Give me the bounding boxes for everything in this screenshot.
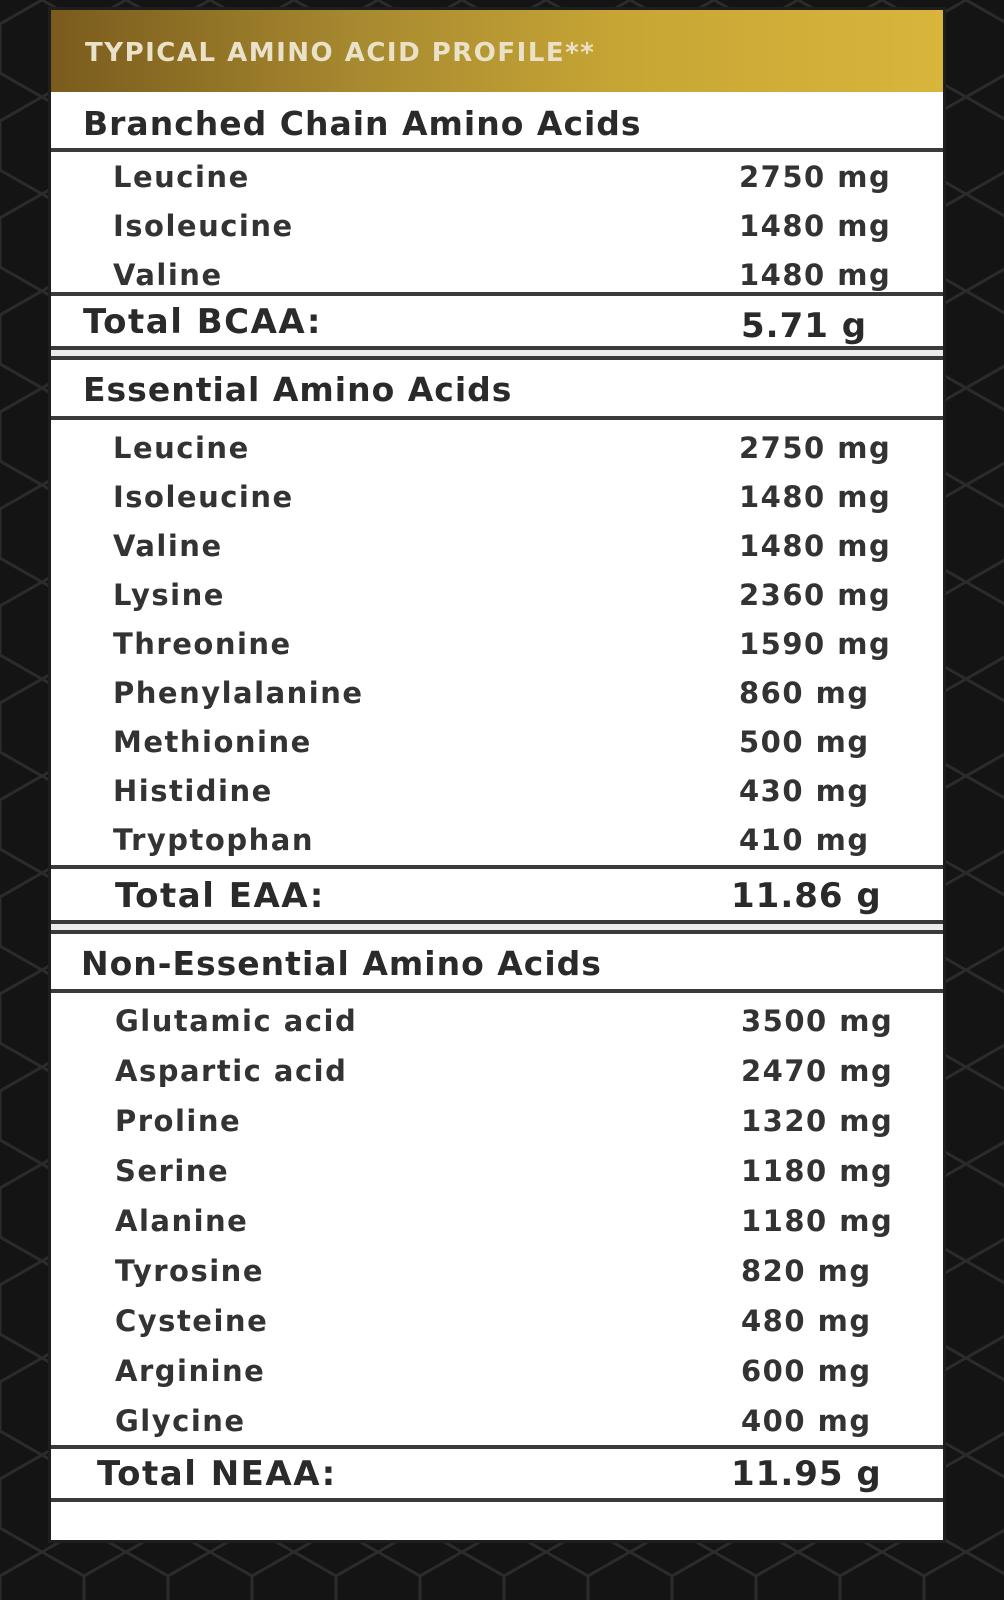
eaa-row-name: Lysine xyxy=(113,578,225,612)
divider xyxy=(51,1445,943,1449)
divider xyxy=(51,989,943,993)
divider xyxy=(51,1498,943,1502)
neaa-row-amount: 600 mg xyxy=(741,1354,872,1388)
eaa-row-name: Phenylalanine xyxy=(113,676,364,710)
bcaa-row-amount: 2750 mg xyxy=(739,160,892,194)
eaa-total-label: Total EAA: xyxy=(115,876,325,916)
bcaa-row-name: Valine xyxy=(113,258,223,292)
eaa-row-amount: 860 mg xyxy=(739,676,870,710)
divider xyxy=(51,292,943,296)
neaa-total-label: Total NEAA: xyxy=(97,1454,337,1494)
divider xyxy=(51,356,943,360)
eaa-section-title: Essential Amino Acids xyxy=(83,370,513,409)
eaa-row-name: Histidine xyxy=(113,774,273,808)
neaa-row-amount: 1180 mg xyxy=(741,1154,894,1188)
bcaa-row-name: Leucine xyxy=(113,160,250,194)
divider xyxy=(51,930,943,934)
neaa-row-name: Aspartic acid xyxy=(115,1054,348,1088)
eaa-row-name: Isoleucine xyxy=(113,480,294,514)
bcaa-section-title: Branched Chain Amino Acids xyxy=(83,104,642,143)
neaa-row-amount: 480 mg xyxy=(741,1304,872,1338)
eaa-row-amount: 2750 mg xyxy=(739,431,892,465)
neaa-total-value: 11.95 g xyxy=(731,1454,882,1494)
neaa-row-name: Serine xyxy=(115,1154,230,1188)
neaa-row-name: Glutamic acid xyxy=(115,1004,358,1038)
neaa-row-amount: 1180 mg xyxy=(741,1204,894,1238)
eaa-row-name: Methionine xyxy=(113,725,312,759)
neaa-row-name: Proline xyxy=(115,1104,242,1138)
neaa-row-amount: 3500 mg xyxy=(741,1004,894,1038)
amino-acid-profile-panel xyxy=(51,10,943,1540)
eaa-row-amount: 430 mg xyxy=(739,774,870,808)
bcaa-total-value: 5.71 g xyxy=(741,306,868,346)
neaa-row-name: Glycine xyxy=(115,1404,246,1438)
eaa-row-name: Valine xyxy=(113,529,223,563)
eaa-total-value: 11.86 g xyxy=(731,876,882,916)
neaa-row-name: Arginine xyxy=(115,1354,266,1388)
neaa-row-name: Tyrosine xyxy=(115,1254,264,1288)
profile-title: TYPICAL AMINO ACID PROFILE** xyxy=(85,38,596,68)
eaa-row-amount: 410 mg xyxy=(739,823,870,857)
bcaa-row-name: Isoleucine xyxy=(113,209,294,243)
eaa-row-name: Threonine xyxy=(113,627,292,661)
eaa-row-amount: 2360 mg xyxy=(739,578,892,612)
bcaa-total-label: Total BCAA: xyxy=(83,302,322,342)
neaa-row-amount: 400 mg xyxy=(741,1404,872,1438)
eaa-row-name: Tryptophan xyxy=(113,823,314,857)
eaa-row-amount: 500 mg xyxy=(739,725,870,759)
profile-header xyxy=(51,10,943,92)
divider xyxy=(51,416,943,420)
neaa-row-name: Cysteine xyxy=(115,1304,269,1338)
neaa-row-amount: 820 mg xyxy=(741,1254,872,1288)
neaa-row-amount: 1320 mg xyxy=(741,1104,894,1138)
neaa-section-title: Non-Essential Amino Acids xyxy=(81,944,602,983)
eaa-row-amount: 1590 mg xyxy=(739,627,892,661)
divider xyxy=(51,865,943,869)
eaa-row-amount: 1480 mg xyxy=(739,529,892,563)
neaa-row-amount: 2470 mg xyxy=(741,1054,894,1088)
eaa-row-name: Leucine xyxy=(113,431,250,465)
eaa-row-amount: 1480 mg xyxy=(739,480,892,514)
bcaa-row-amount: 1480 mg xyxy=(739,258,892,292)
neaa-row-name: Alanine xyxy=(115,1204,249,1238)
divider xyxy=(51,148,943,152)
bcaa-row-amount: 1480 mg xyxy=(739,209,892,243)
